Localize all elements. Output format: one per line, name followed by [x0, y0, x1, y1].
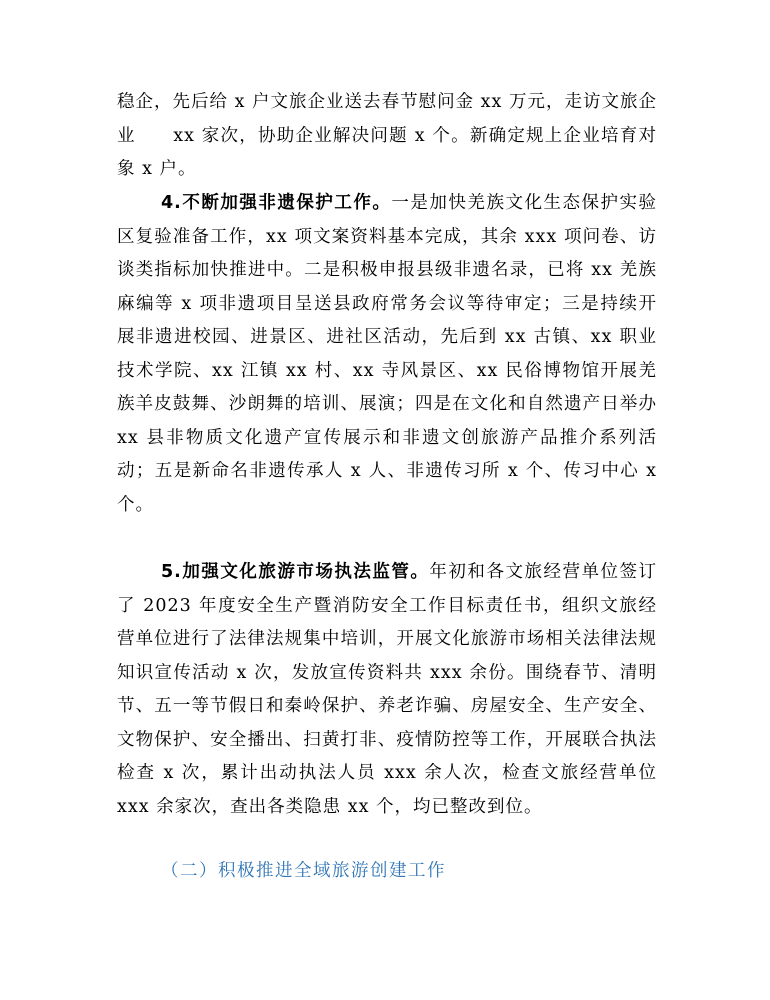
section-5-body: 年初和各文旅经营单位签订了 2023 年度安全生产暨消防安全工作目标责任书，组织文旅经营单位进行了法律法规集中培训，开展文化旅游市场相关法律法规知识宣传活动 x 次，发放宣传资料共 xxx 余份。围绕春节、清明节、五一等节假日和秦岭保护、养老诈骗、房屋安全、生产安全、文物保护、安全播出、扫黄打非、疫情防控等工作，开展联合执法检查 x 次，累计出动执法人员 xxx 余人次，检查文旅经营单位 xxx 余家次，查出各类隐患 xx 个，均已整改到位。 — [117, 562, 657, 817]
intro-paragraph: 稳企，先后给 x 户文旅企业送去春节慰问金 xx 万元，走访文旅企业 xx 家次，协助企业解决问题 x 个。新确定规上企业培育对象 x 户。 — [117, 92, 657, 179]
section-4-paragraph — [117, 187, 657, 522]
section-5-paragraph — [117, 556, 657, 824]
section-5-heading: 5.加强文化旅游市场执法监管。 — [161, 562, 430, 582]
section-4-body: 一是加快羌族文化生态保护实验区复验准备工作，xx 项文案资料基本完成，其余 xxx 项问卷、访谈类指标加快推进中。二是积极申报县级非遗名录，已将 xx 羌族麻编等 x 项非遗项目呈送县政府常务会议等待审定；三是持续开展非遗进校园、进景区、进社区活动，先后到 xx 古镇、xx 职业技术学院、xx 江镇 xx 村、xx 寺风景区、xx 民俗博物馆开展羌族羊皮鼓舞、沙朗舞的培训、展演；四是在文化和自然遗产日举办 xx 县非物质文化遗产宣传展示和非遗文创旅游产品推介系列活动；五是新命名非遗传承人 x 人、非遗传习所 x 个、传习中心 x 个。 — [117, 193, 657, 515]
section-4-heading: 4.不断加强非遗保护工作。 — [161, 193, 392, 213]
subheading-2: （二）积极推进全域旅游创建工作 — [161, 861, 446, 881]
